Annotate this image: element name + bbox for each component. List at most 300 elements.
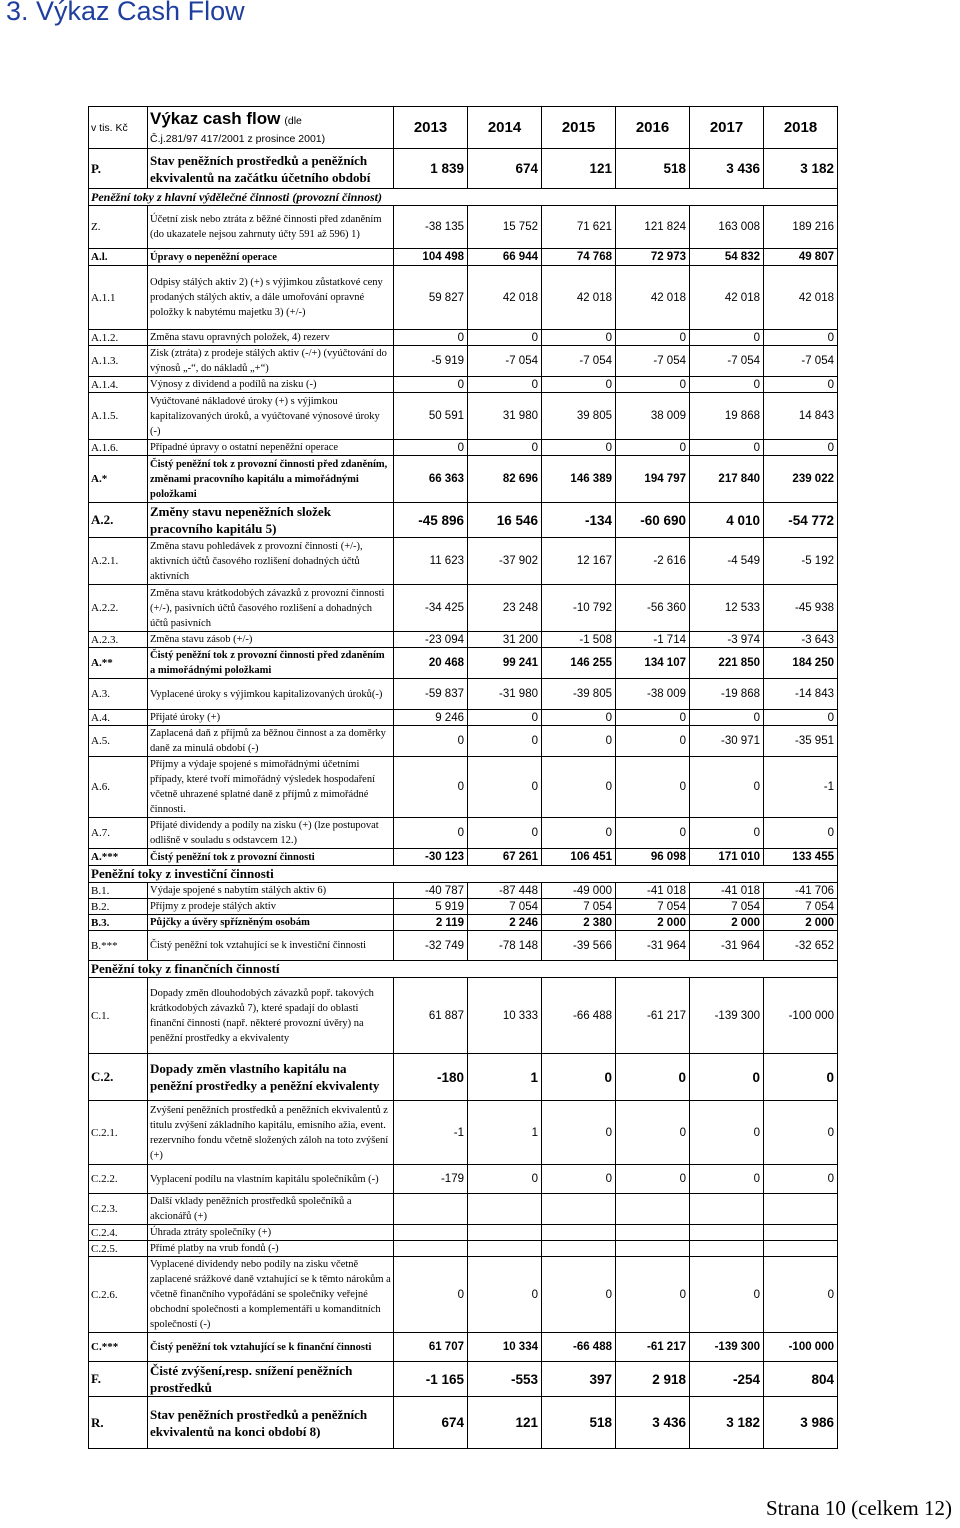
value-cell: 67 261 [468, 849, 542, 866]
row-label: Vyúčtované nákladové úroky (+) s výjimkou kapitalizovaných úroků, a vyúčtované výnosové úroky (-) [148, 393, 394, 440]
row-label: Zaplacená daň z příjmů za běžnou činnost a za doměrky daně za minulá období (-) [148, 726, 394, 757]
value-cell: -180 [394, 1054, 468, 1101]
value-cell: -41 018 [616, 883, 690, 899]
value-cell: -32 652 [764, 931, 838, 961]
row-label: Výdaje spojené s nabytím stálých aktiv 6) [148, 883, 394, 899]
value-cell: -3 643 [764, 632, 838, 648]
value-cell: -38 009 [616, 679, 690, 710]
table-row [89, 1165, 838, 1194]
value-cell: 106 451 [542, 849, 616, 866]
row-label: Přijaté úroky (+) [148, 710, 394, 726]
value-cell: 5 919 [394, 899, 468, 915]
row-label: Stav peněžních prostředků a peněžních ekvivalentů na začátku účetního období [148, 149, 394, 189]
section-row [89, 961, 838, 978]
row-label: Přímé platby na vrub fondů (-) [148, 1241, 394, 1257]
value-cell: -66 488 [542, 978, 616, 1054]
value-cell: 0 [394, 757, 468, 818]
table-row [89, 978, 838, 1054]
value-cell: 397 [542, 1362, 616, 1397]
value-cell: 217 840 [690, 456, 764, 503]
value-cell: -100 000 [764, 978, 838, 1054]
value-cell: -7 054 [616, 346, 690, 377]
row-label: Zvýšení peněžních prostředků a peněžních ekvivalentů z titulu zvýšení základního kapitálu, emisního ažia, event. rezervního fondu včetně složených záloh na toto zvýšení (+) [148, 1101, 394, 1165]
row-code: Z. [89, 206, 148, 249]
value-cell [764, 1194, 838, 1225]
value-cell: -30 971 [690, 726, 764, 757]
value-cell: 0 [394, 818, 468, 849]
value-cell: 0 [468, 330, 542, 346]
table-row [89, 266, 838, 330]
value-cell: 0 [616, 1257, 690, 1333]
table-row [89, 849, 838, 866]
table-row [89, 346, 838, 377]
section-title: Peněžní toky z finančních činností [89, 961, 838, 978]
value-cell: 31 980 [468, 393, 542, 440]
row-label: Příjmy a výdaje spojené s mimořádnými účetními případy, které tvoří mimořádný výsledek hospodaření včetně uhrazené splatné daně z příjmů z mimořádné činnosti. [148, 757, 394, 818]
row-label: Změna stavu pohledávek z provozní činnosti (+/-), aktivních účtů časového rozlišení dohadných účtů aktivních [148, 538, 394, 585]
row-code: A.7. [89, 818, 148, 849]
value-cell: 3 182 [690, 1397, 764, 1449]
value-cell: 0 [542, 1257, 616, 1333]
value-cell: 23 248 [468, 585, 542, 632]
row-code: A.1.1 [89, 266, 148, 330]
value-cell: -19 868 [690, 679, 764, 710]
value-cell: 0 [616, 330, 690, 346]
row-code: A.** [89, 648, 148, 679]
value-cell: 0 [616, 1165, 690, 1194]
value-cell: 16 546 [468, 503, 542, 538]
value-cell: 0 [542, 757, 616, 818]
value-cell: 0 [468, 440, 542, 456]
row-label: Úpravy o nepeněžní operace [148, 249, 394, 266]
value-cell: -4 549 [690, 538, 764, 585]
row-code: A.6. [89, 757, 148, 818]
table-row [89, 585, 838, 632]
value-cell: -32 749 [394, 931, 468, 961]
value-cell: 239 022 [764, 456, 838, 503]
value-cell: 189 216 [764, 206, 838, 249]
value-cell: 49 807 [764, 249, 838, 266]
value-cell: 674 [394, 1397, 468, 1449]
value-cell: -35 951 [764, 726, 838, 757]
value-cell: 42 018 [690, 266, 764, 330]
row-code: A.1.2. [89, 330, 148, 346]
value-cell: 146 389 [542, 456, 616, 503]
row-code: A.5. [89, 726, 148, 757]
table-row [89, 931, 838, 961]
header-row [89, 107, 838, 149]
value-cell: 0 [542, 710, 616, 726]
row-label: Změna stavu zásob (+/-) [148, 632, 394, 648]
value-cell: 10 334 [468, 1333, 542, 1362]
table-row [89, 1333, 838, 1362]
table-row [89, 1225, 838, 1241]
value-cell [690, 1194, 764, 1225]
value-cell: 61 707 [394, 1333, 468, 1362]
value-cell: 184 250 [764, 648, 838, 679]
value-cell: -7 054 [468, 346, 542, 377]
value-cell: 3 436 [616, 1397, 690, 1449]
value-cell: 104 498 [394, 249, 468, 266]
value-cell: 146 255 [542, 648, 616, 679]
value-cell: 0 [468, 377, 542, 393]
row-code: C.2.1. [89, 1101, 148, 1165]
section-title: Peněžní toky z investiční činnosti [89, 866, 838, 883]
year-header: 2015 [542, 107, 616, 149]
table-row [89, 377, 838, 393]
value-cell: 518 [542, 1397, 616, 1449]
value-cell: -39 566 [542, 931, 616, 961]
row-code: A.1.4. [89, 377, 148, 393]
value-cell: 0 [468, 710, 542, 726]
value-cell: -49 000 [542, 883, 616, 899]
row-label: Účetní zisk nebo ztráta z běžné činnosti před zdaněním (do ukazatele nejsou zahrnuty účty 591 až 596) 1) [148, 206, 394, 249]
value-cell: -61 217 [616, 1333, 690, 1362]
table-row [89, 440, 838, 456]
table-row [89, 915, 838, 931]
value-cell: 66 944 [468, 249, 542, 266]
section-title: Peněžní toky z hlavní výdělečné činnosti (provozní činnost) [89, 189, 838, 206]
value-cell: 15 752 [468, 206, 542, 249]
value-cell: 133 455 [764, 849, 838, 866]
value-cell: 171 010 [690, 849, 764, 866]
row-code: A.2. [89, 503, 148, 538]
value-cell: 0 [616, 1054, 690, 1101]
row-label: Stav peněžních prostředků a peněžních ekvivalentů na konci období 8) [148, 1397, 394, 1449]
value-cell: -254 [690, 1362, 764, 1397]
row-label: Vyplacené úroky s výjimkou kapitalizovaných úroků(-) [148, 679, 394, 710]
value-cell: 12 167 [542, 538, 616, 585]
row-label: Čisté zvýšení,resp. snížení peněžních prostředků [148, 1362, 394, 1397]
value-cell: 42 018 [616, 266, 690, 330]
row-code: A.* [89, 456, 148, 503]
value-cell: 1 [468, 1101, 542, 1165]
value-cell: 0 [394, 1257, 468, 1333]
row-label: Úhrada ztráty společníky (+) [148, 1225, 394, 1241]
row-code: C.2.5. [89, 1241, 148, 1257]
row-code: A.4. [89, 710, 148, 726]
value-cell: 0 [394, 377, 468, 393]
page-footer: Strana 10 (celkem 12) [765, 1496, 952, 1520]
value-cell: 0 [542, 1054, 616, 1101]
value-cell: 0 [616, 818, 690, 849]
value-cell: -1 [764, 757, 838, 818]
row-label: Změna stavu opravných položek, 4) rezerv [148, 330, 394, 346]
statement-note: (dle [284, 114, 302, 127]
section-row [89, 866, 838, 883]
value-cell: 0 [468, 757, 542, 818]
table-row [89, 818, 838, 849]
value-cell: -40 787 [394, 883, 468, 899]
value-cell: 0 [616, 1101, 690, 1165]
value-cell: -7 054 [764, 346, 838, 377]
row-label: Změna stavu krátkodobých závazků z provozní činnosti (+/-), pasivních účtů časového rozlišení a dohadných účtů pasivních [148, 585, 394, 632]
value-cell: 3 986 [764, 1397, 838, 1449]
value-cell [542, 1194, 616, 1225]
value-cell: -30 123 [394, 849, 468, 866]
value-cell: 0 [542, 1101, 616, 1165]
row-label: Odpisy stálých aktiv 2) (+) s výjimkou zůstatkové ceny prodaných stálých aktiv, a dále umořování opravné položky k nabytému majetku 3) (+/-) [148, 266, 394, 330]
row-label: Další vklady peněžních prostředků společníků a akcionářů (+) [148, 1194, 394, 1225]
cash-flow-body [89, 107, 838, 1449]
value-cell: 0 [764, 377, 838, 393]
value-cell: -39 805 [542, 679, 616, 710]
value-cell: 0 [690, 1101, 764, 1165]
value-cell: 7 054 [690, 899, 764, 915]
statement-title-cell [148, 107, 394, 149]
value-cell: -23 094 [394, 632, 468, 648]
value-cell: 0 [542, 726, 616, 757]
table-row [89, 393, 838, 440]
row-label: Čistý peněžní tok z provozní činnosti [148, 849, 394, 866]
value-cell: 0 [542, 1165, 616, 1194]
row-label: Čistý peněžní tok vztahující se k investiční činnosti [148, 931, 394, 961]
row-code: R. [89, 1397, 148, 1449]
value-cell: 0 [764, 1054, 838, 1101]
value-cell: 2 380 [542, 915, 616, 931]
value-cell: 0 [764, 1165, 838, 1194]
row-code: A.2.3. [89, 632, 148, 648]
table-row [89, 538, 838, 585]
table-row [89, 206, 838, 249]
value-cell: 31 200 [468, 632, 542, 648]
value-cell: 121 824 [616, 206, 690, 249]
value-cell: -100 000 [764, 1333, 838, 1362]
value-cell: -56 360 [616, 585, 690, 632]
value-cell: -38 135 [394, 206, 468, 249]
value-cell: 0 [542, 330, 616, 346]
value-cell: 0 [468, 726, 542, 757]
year-header: 2017 [690, 107, 764, 149]
row-code: A.2.2. [89, 585, 148, 632]
row-label: Zisk (ztráta) z prodeje stálých aktiv (-/+) (vyúčtování do výnosů „-“, do nákladů „+“) [148, 346, 394, 377]
value-cell: 1 839 [394, 149, 468, 189]
table-row [89, 1101, 838, 1165]
value-cell [542, 1241, 616, 1257]
value-cell: -87 448 [468, 883, 542, 899]
value-cell: 804 [764, 1362, 838, 1397]
row-code: B.3. [89, 915, 148, 931]
row-label: Případné úpravy o ostatní nepeněžní operace [148, 440, 394, 456]
table-row [89, 1257, 838, 1333]
value-cell: 0 [468, 1257, 542, 1333]
value-cell: 42 018 [468, 266, 542, 330]
value-cell: 0 [542, 818, 616, 849]
row-label: Půjčky a úvěry spřízněným osobám [148, 915, 394, 931]
value-cell: -61 217 [616, 978, 690, 1054]
table-row [89, 1241, 838, 1257]
value-cell: -179 [394, 1165, 468, 1194]
row-code: C.1. [89, 978, 148, 1054]
value-cell: 0 [764, 1101, 838, 1165]
table-row [89, 1054, 838, 1101]
value-cell: 42 018 [542, 266, 616, 330]
value-cell: -45 938 [764, 585, 838, 632]
value-cell: 0 [468, 818, 542, 849]
value-cell: 61 887 [394, 978, 468, 1054]
value-cell: -139 300 [690, 978, 764, 1054]
value-cell: -37 902 [468, 538, 542, 585]
value-cell: 2 000 [690, 915, 764, 931]
year-header: 2014 [468, 107, 542, 149]
value-cell: 82 696 [468, 456, 542, 503]
value-cell: -34 425 [394, 585, 468, 632]
value-cell: -78 148 [468, 931, 542, 961]
value-cell: -7 054 [690, 346, 764, 377]
value-cell: 2 000 [616, 915, 690, 931]
value-cell: 0 [690, 1054, 764, 1101]
table-row [89, 726, 838, 757]
value-cell: -41 018 [690, 883, 764, 899]
table-row [89, 710, 838, 726]
value-cell: 59 827 [394, 266, 468, 330]
value-cell: 0 [616, 377, 690, 393]
value-cell: 1 [468, 1054, 542, 1101]
row-label: Vyplacené dividendy nebo podíly na zisku včetně zaplacené srážkové daně vztahující se k těmto nárokům a včetně finančního vypořádání se společníky veřejné obchodní společnosti a komplementáři u komanditních společností (-) [148, 1257, 394, 1333]
value-cell: 0 [764, 818, 838, 849]
value-cell: -14 843 [764, 679, 838, 710]
row-label: Čistý peněžní tok vztahující se k finanční činnosti [148, 1333, 394, 1362]
value-cell: 0 [394, 440, 468, 456]
value-cell: 19 868 [690, 393, 764, 440]
row-code: C.2.2. [89, 1165, 148, 1194]
row-code: A.1.5. [89, 393, 148, 440]
value-cell [542, 1225, 616, 1241]
unit-label: v tis. Kč [89, 107, 148, 149]
value-cell [468, 1225, 542, 1241]
value-cell: 2 000 [764, 915, 838, 931]
value-cell: 7 054 [542, 899, 616, 915]
table-row [89, 1362, 838, 1397]
value-cell: 0 [542, 377, 616, 393]
value-cell: 54 832 [690, 249, 764, 266]
table-row [89, 648, 838, 679]
value-cell: -5 919 [394, 346, 468, 377]
value-cell: 0 [764, 1257, 838, 1333]
row-label: Dopady změn dlouhodobých závazků popř. takových krátkodobých závazků 7), které spadají do oblasti finanční činnosti (např. některé provozní úvěry) na peněžní prostředky a ekvivalenty [148, 978, 394, 1054]
value-cell: -1 508 [542, 632, 616, 648]
statement-title: Výkaz cash flow [150, 108, 281, 128]
table-row [89, 632, 838, 648]
value-cell: 2 246 [468, 915, 542, 931]
row-code: C.2. [89, 1054, 148, 1101]
value-cell: -10 792 [542, 585, 616, 632]
value-cell: 0 [468, 1165, 542, 1194]
row-label: Výnosy z dividend a podílů na zisku (-) [148, 377, 394, 393]
row-code: B.2. [89, 899, 148, 915]
value-cell: 0 [690, 440, 764, 456]
value-cell: 7 054 [468, 899, 542, 915]
value-cell: 0 [690, 710, 764, 726]
value-cell [764, 1241, 838, 1257]
value-cell: 194 797 [616, 456, 690, 503]
value-cell: 0 [616, 757, 690, 818]
row-code: A.1.6. [89, 440, 148, 456]
value-cell: -7 054 [542, 346, 616, 377]
value-cell: 221 850 [690, 648, 764, 679]
value-cell: -54 772 [764, 503, 838, 538]
value-cell: 7 054 [764, 899, 838, 915]
value-cell [616, 1241, 690, 1257]
value-cell: 0 [764, 330, 838, 346]
row-label: Vyplacení podílu na vlastním kapitálu společníkům (-) [148, 1165, 394, 1194]
value-cell: 10 333 [468, 978, 542, 1054]
value-cell: 2 119 [394, 915, 468, 931]
statement-ref: Č.j.281/97 417/2001 z prosince 2001) [150, 132, 326, 145]
value-cell: 14 843 [764, 393, 838, 440]
value-cell [394, 1194, 468, 1225]
value-cell: -60 690 [616, 503, 690, 538]
value-cell: -59 837 [394, 679, 468, 710]
value-cell: 42 018 [764, 266, 838, 330]
table-row [89, 503, 838, 538]
value-cell: 121 [542, 149, 616, 189]
value-cell: -139 300 [690, 1333, 764, 1362]
row-label: Dopady změn vlastního kapitálu na peněžní prostředky a peněžní ekvivalenty [148, 1054, 394, 1101]
value-cell: 72 973 [616, 249, 690, 266]
value-cell: -553 [468, 1362, 542, 1397]
value-cell: 0 [690, 330, 764, 346]
value-cell: 0 [764, 440, 838, 456]
row-code: A.3. [89, 679, 148, 710]
row-code: A.*** [89, 849, 148, 866]
table-row [89, 883, 838, 899]
value-cell: 4 010 [690, 503, 764, 538]
year-header: 2013 [394, 107, 468, 149]
value-cell: 7 054 [616, 899, 690, 915]
page-title: 3. Výkaz Cash Flow [6, 0, 245, 26]
value-cell: -66 488 [542, 1333, 616, 1362]
row-label: Přijaté dividendy a podíly na zisku (+) (lze postupovat odlišně v souladu s odstavcem 12.) [148, 818, 394, 849]
row-code: C.2.4. [89, 1225, 148, 1241]
value-cell [616, 1225, 690, 1241]
value-cell: 71 621 [542, 206, 616, 249]
row-code: A.2.1. [89, 538, 148, 585]
table-row [89, 456, 838, 503]
value-cell: -134 [542, 503, 616, 538]
table-row [89, 679, 838, 710]
value-cell: 0 [394, 726, 468, 757]
value-cell: 3 182 [764, 149, 838, 189]
value-cell: 0 [690, 1257, 764, 1333]
value-cell: 0 [690, 818, 764, 849]
value-cell: -5 192 [764, 538, 838, 585]
table-row [89, 899, 838, 915]
value-cell [690, 1241, 764, 1257]
row-code: B.1. [89, 883, 148, 899]
value-cell [394, 1241, 468, 1257]
value-cell: -3 974 [690, 632, 764, 648]
value-cell [394, 1225, 468, 1241]
value-cell: 0 [616, 440, 690, 456]
value-cell: 0 [764, 710, 838, 726]
table-row [89, 249, 838, 266]
value-cell: 134 107 [616, 648, 690, 679]
value-cell: 518 [616, 149, 690, 189]
table-row [89, 757, 838, 818]
value-cell: 0 [542, 440, 616, 456]
value-cell [616, 1194, 690, 1225]
value-cell [690, 1225, 764, 1241]
value-cell: 3 436 [690, 149, 764, 189]
row-label: Čistý peněžní tok z provozní činnosti před zdaněním a mimořádnými položkami [148, 648, 394, 679]
row-label: Příjmy z prodeje stálých aktiv [148, 899, 394, 915]
value-cell: 12 533 [690, 585, 764, 632]
table-row [89, 1194, 838, 1225]
value-cell: 11 623 [394, 538, 468, 585]
year-header: 2016 [616, 107, 690, 149]
value-cell: 74 768 [542, 249, 616, 266]
